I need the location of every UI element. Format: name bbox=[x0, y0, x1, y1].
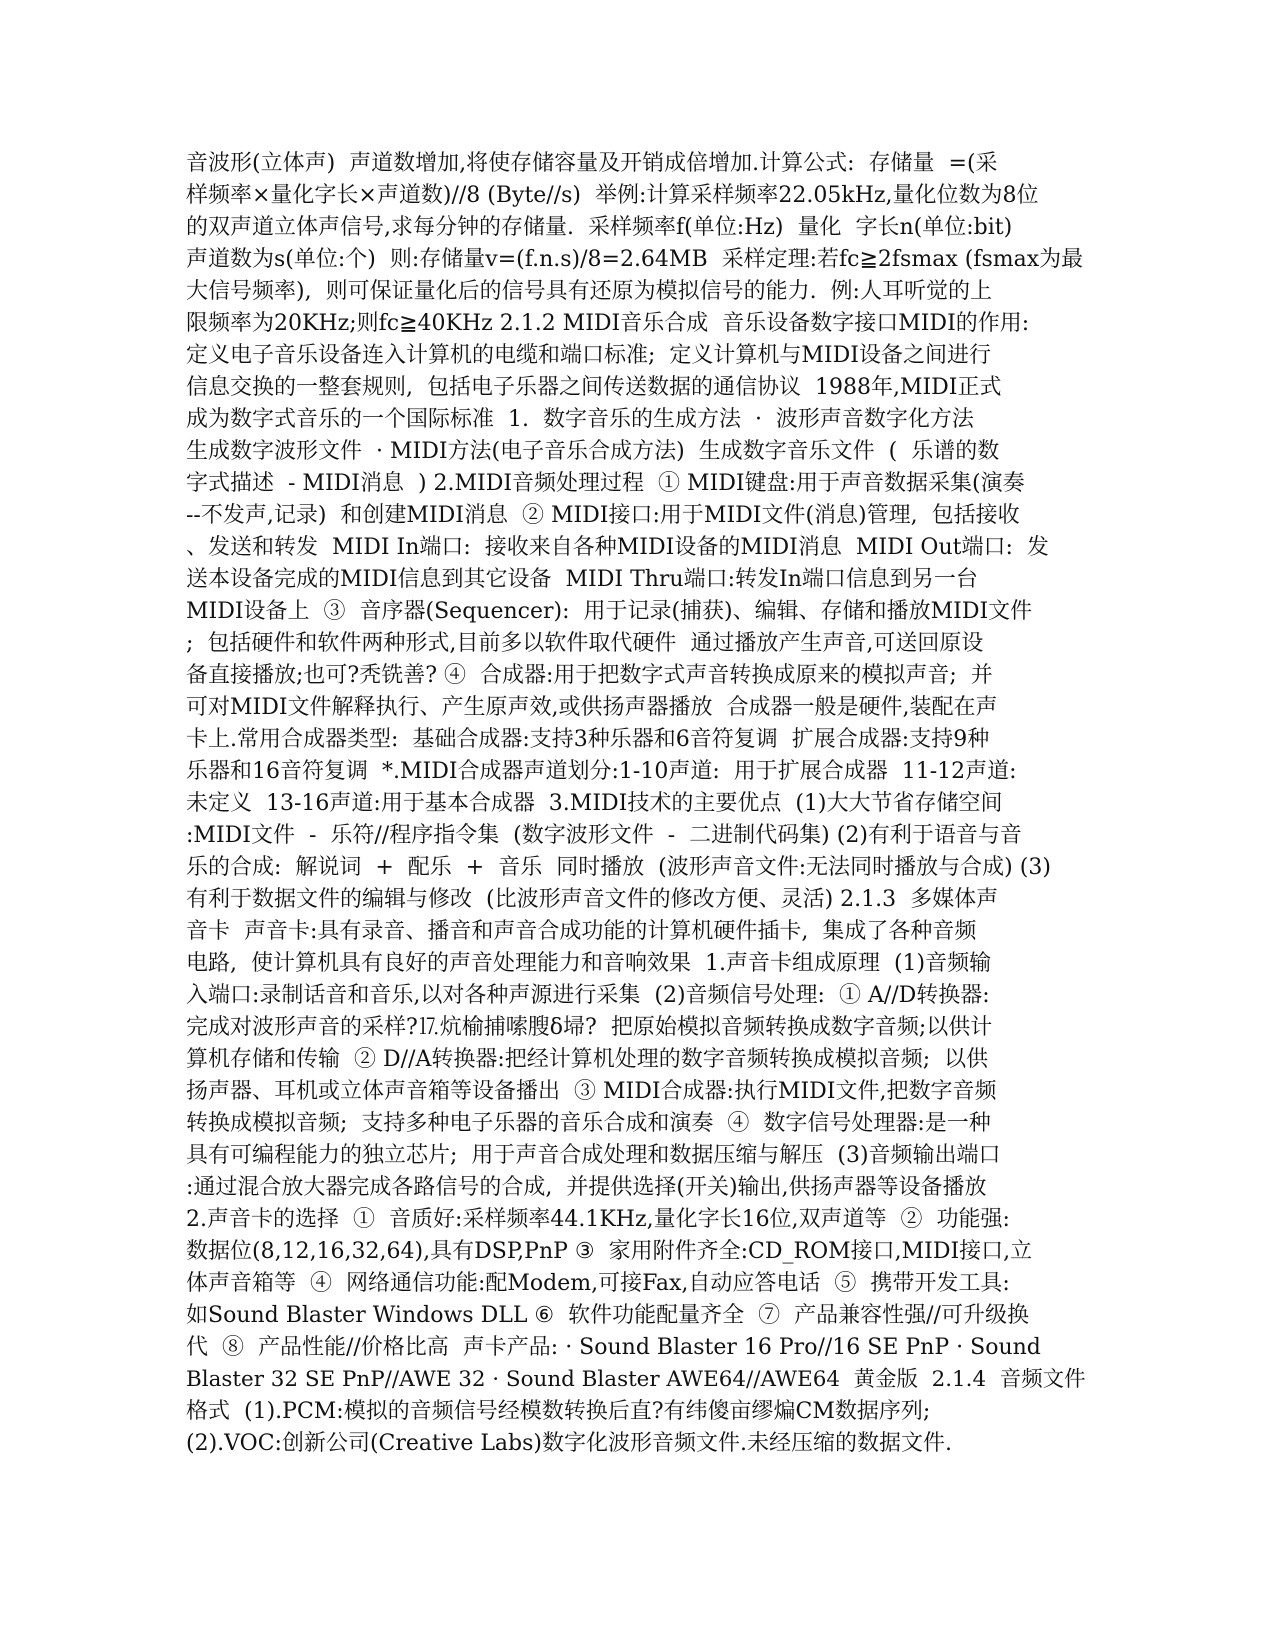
text-line: 如Sound Blaster Windows DLL ⑥ 软件功能配量齐全 ⑦ 产品兼容性强//可升级换 bbox=[186, 1303, 1029, 1328]
text-line: 送本设备完成的MIDI信息到其它设备 MIDI Thru端口:转发In端口信息到另一台 bbox=[186, 567, 978, 592]
text-line: 电路, 使计算机具有良好的声音处理能力和音响效果 1.声音卡组成原理 (1)音频输 bbox=[186, 951, 992, 976]
text-line: 体声音箱等 ④ 网络通信功能:配Modem,可接Fax,自动应答电话 ⑤ 携带开发工具: bbox=[186, 1271, 1010, 1296]
text-line: 有利于数据文件的编辑与修改 (比波形声音文件的修改方便、灵活) 2.1.3 多媒体声 bbox=[186, 887, 999, 912]
text-line: 音波形(立体声) 声道数增加,将使存储容量及开销成倍增加.计算公式: 存储量 =(采 bbox=[186, 151, 998, 176]
text-line: 限频率为20KHz;则fc≧40KHz 2.1.2 MIDI音乐合成 音乐设备数字接口MIDI的作用: bbox=[186, 311, 1030, 336]
text-line: --不发声,记录) 和创建MIDI消息 ② MIDI接口:用于MIDI文件(消息)管理, 包括接收 bbox=[186, 503, 1020, 528]
text-line: 卡上.常用合成器类型: 基础合成器:支持3种乐器和6音符复调 扩展合成器:支持9种 bbox=[186, 727, 990, 752]
text-line: 转换成模拟音频; 支持多种电子乐器的音乐合成和演奏 ④ 数字信号处理器:是一种 bbox=[186, 1111, 991, 1136]
text-line: 成为数字式音乐的一个国际标准 1. 数字音乐的生成方法 · 波形声音数字化方法 bbox=[186, 407, 974, 432]
text-line: 的双声道立体声信号,求每分钟的存储量. 采样频率f(单位:Hz) 量化 字长n(单位:bit) bbox=[186, 215, 1013, 240]
body-text bbox=[186, 148, 1086, 1460]
text-line: 、发送和转发 MIDI In端口: 接收来自各种MIDI设备的MIDI消息 MIDI Out端口: 发 bbox=[186, 535, 1049, 560]
text-line: 2.声音卡的选择 ① 音质好:采样频率44.1KHz,量化字长16位,双声道等 ② 功能强: bbox=[186, 1207, 1010, 1232]
text-line: 格式 (1).PCM:模拟的音频信号经模数转换后直?有纬傻亩缪煸CM数据序列; bbox=[186, 1399, 931, 1424]
text-line: 样频率×量化字长×声道数)//8 (Byte//s) 举例:计算采样频率22.05kHz,量化位数为8位 bbox=[186, 183, 1039, 208]
text-line: 未定义 13-16声道:用于基本合成器 3.MIDI技术的主要优点 (1)大大节省存储空间 bbox=[186, 791, 1003, 816]
text-line: 字式描述 - MIDI消息 ) 2.MIDI音频处理过程 ① MIDI键盘:用于声音数据采集(演奏 bbox=[186, 471, 1025, 496]
text-line: 可对MIDI文件解释执行、产生原声效,或供扬声器播放 合成器一般是硬件,装配在声 bbox=[186, 695, 998, 720]
text-line: 生成数字波形文件 · MIDI方法(电子音乐合成方法) 生成数字音乐文件 ( 乐谱的数 bbox=[186, 439, 1000, 464]
text-line: 乐的合成: 解说词 + 配乐 + 音乐 同时播放 (波形声音文件:无法同时播放与合成) (3) bbox=[186, 855, 1051, 880]
text-line: 算机存储和传输 ② D//A转换器:把经计算机处理的数字音频转换成模拟音频; 以供 bbox=[186, 1047, 989, 1072]
text-line: 定义电子音乐设备连入计算机的电缆和端口标准; 定义计算机与MIDI设备之间进行 bbox=[186, 343, 991, 368]
text-line: 大信号频率), 则可保证量化后的信号具有还原为模拟信号的能力. 例:人耳听觉的上 bbox=[186, 279, 992, 304]
text-line: 完成对波形声音的采样?⒘炕榆捕嗦膄δ埽? 把原始模拟音频转换成数字音频;以供计 bbox=[186, 1015, 993, 1040]
text-line: Blaster 32 SE PnP//AWE 32 · Sound Blaster AWE64//AWE64 黄金版 2.1.4 音频文件 bbox=[186, 1367, 1086, 1392]
text-line: 声道数为s(单位:个) 则:存储量v=(f.n.s)/8=2.64MB 采样定理:若fc≧2fsmax (fsmax为最 bbox=[186, 247, 1084, 272]
text-line: 具有可编程能力的独立芯片; 用于声音合成处理和数据压缩与解压 (3)音频输出端口 bbox=[186, 1143, 1001, 1168]
text-line: 乐器和16音符复调 *.MIDI合成器声道划分:1-10声道: 用于扩展合成器 11-12声道: bbox=[186, 759, 1017, 784]
text-line: (2).VOC:创新公司(Creative Labs)数字化波形音频文件.未经压缩的数据文件. bbox=[186, 1431, 952, 1456]
text-line: 代 ⑧ 产品性能//价格比高 声卡产品: · Sound Blaster 16 Pro//16 SE PnP · Sound bbox=[186, 1335, 1041, 1360]
text-line: 信息交换的一整套规则, 包括电子乐器之间传送数据的通信协议 1988年,MIDI正式 bbox=[186, 375, 1002, 400]
text-line: MIDI设备上 ③ 音序器(Sequencer): 用于记录(捕获)、编辑、存储和播放MIDI文件 bbox=[186, 599, 1033, 624]
text-line: 数据位(8,12,16,32,64),具有DSP,PnP ③ 家用附件齐全:CD_ROM接口,MIDI接口,立 bbox=[186, 1239, 1033, 1264]
text-line: 音卡 声音卡:具有录音、播音和声音合成功能的计算机硬件插卡, 集成了各种音频 bbox=[186, 919, 977, 944]
text-line: 备直接播放;也可?秃铣善? ④ 合成器:用于把数字式声音转换成原来的模拟声音; 并 bbox=[186, 663, 993, 688]
text-line: 入端口:录制话音和音乐,以对各种声源进行采集 (2)音频信号处理: ① A//D转换器: bbox=[186, 983, 990, 1008]
text-line: ; 包括硬件和软件两种形式,目前多以软件取代硬件 通过播放产生声音,可送回原设 bbox=[186, 631, 984, 656]
text-line: :通过混合放大器完成各路信号的合成, 并提供选择(开关)输出,供扬声器等设备播放 bbox=[186, 1175, 987, 1200]
text-line: 扬声器、耳机或立体声音箱等设备播出 ③ MIDI合成器:执行MIDI文件,把数字音频 bbox=[186, 1079, 997, 1104]
text-line: :MIDI文件 - 乐符//程序指令集 (数字波形文件 - 二进制代码集) (2)有利于语音与音 bbox=[186, 823, 1022, 848]
